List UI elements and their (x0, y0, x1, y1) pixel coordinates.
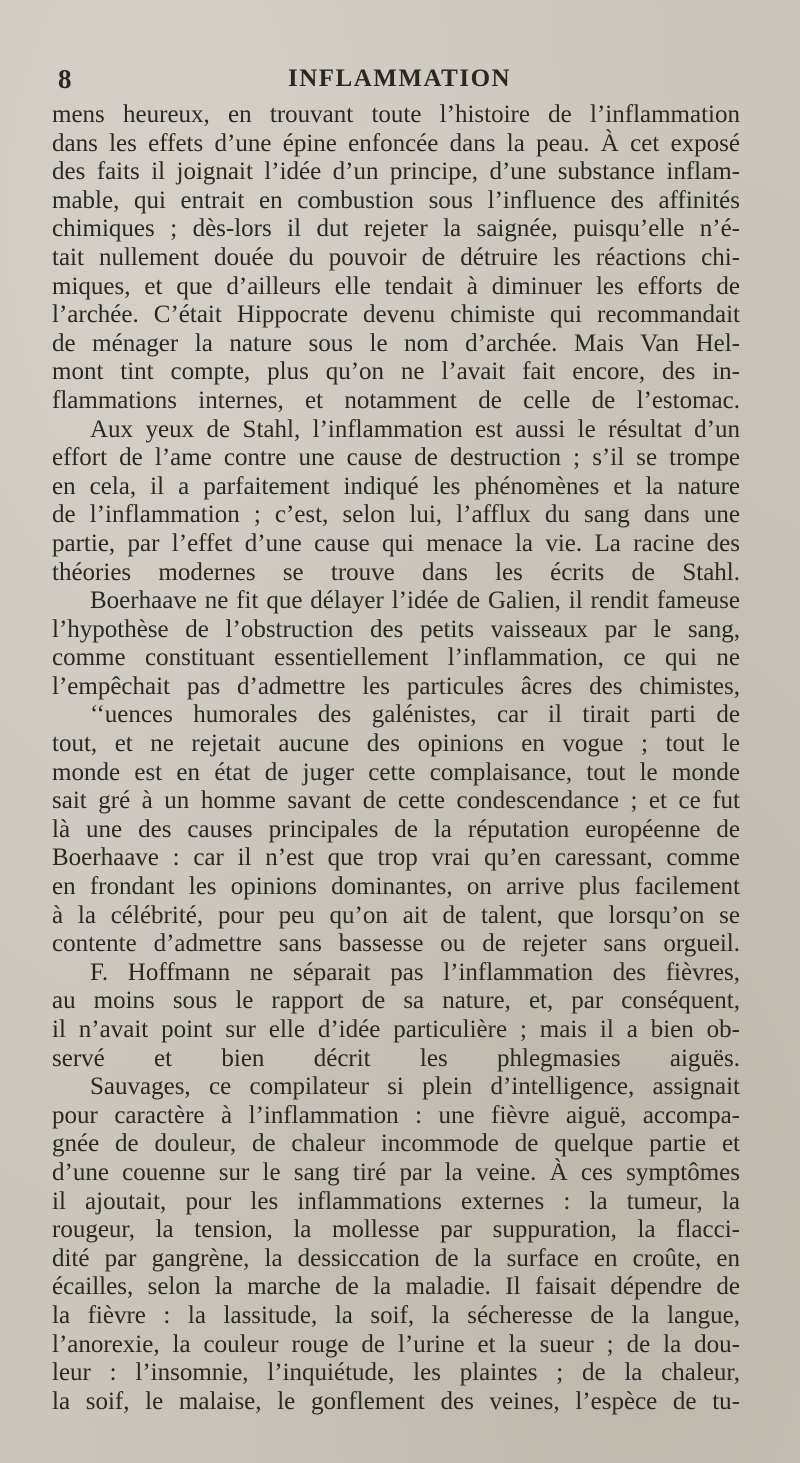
text-line: la soif, le malaise, le gonflement des veines, l’espèce de tu- (52, 1387, 740, 1415)
text-line: de l’inflammation ; c’est, selon lui, l’afflux du sang dans une (52, 501, 740, 529)
text-line: l’archée. C’était Hippocrate devenu chimiste qui recommandait (52, 301, 740, 329)
paragraph-first-line: F. Hoffmann ne séparait pas l’inflammation des fièvres, (90, 958, 740, 986)
text-line: sait gré à un homme savant de cette condescendance ; et ce fut (52, 787, 740, 815)
text-line: mens heureux, en trouvant toute l’histoire de l’inflammation (52, 101, 740, 128)
text-line: miques, et que d’ailleurs elle tendait à diminuer les efforts de (52, 272, 740, 300)
text-line: à la célébrité, pour peu qu’on ait de talent, que lorsqu’on se (52, 901, 740, 929)
text-line: il ajoutait, pour les inflammations externes : la tumeur, la (52, 1187, 740, 1215)
text-line: servé et bien décrit les phlegmasies aiguës. (52, 1044, 740, 1072)
text-line: comme constituant essentiellement l’inflammation, ce qui ne (52, 644, 740, 672)
text-line: des faits il joignait l’idée d’un principe, d’une substance inflam- (52, 158, 740, 186)
text-line: tait nullement douée du pouvoir de détruire les réactions chi- (52, 243, 740, 271)
text-line: partie, par l’effet d’une cause qui menace la vie. La racine des (52, 529, 740, 557)
page-number: 8 (58, 64, 72, 94)
text-line: l’hypothèse de l’obstruction des petits vaisseaux par le sang, (52, 615, 740, 643)
text-line: leur : l’insomnie, l’inquiétude, les plaintes ; de la chaleur, (52, 1359, 740, 1387)
paragraph-first-line: Sauvages, ce compilateur si plein d’intelligence, assignait (90, 1073, 740, 1101)
text-line: la fièvre : la lassitude, la soif, la sécheresse de la langue, (52, 1301, 740, 1329)
text-line: gnée de douleur, de chaleur incommode de quelque partie et (52, 1130, 740, 1158)
text-line: il n’avait point sur elle d’idée particulière ; mais il a bien ob- (52, 1016, 740, 1043)
text-line: dité par gangrène, la dessiccation de la surface en croûte, en (52, 1244, 740, 1272)
paragraph-first-line: ‘‘uences humorales des galénistes, car il tirait parti de (90, 701, 740, 729)
text-line: monde est en état de juger cette complaisance, tout le monde (52, 758, 740, 786)
text-line: là une des causes principales de la réputation européenne de (52, 815, 740, 843)
page-header (58, 62, 718, 96)
text-line: l’anorexie, la couleur rouge de l’urine et la sueur ; de la dou- (52, 1330, 740, 1358)
text-line: effort de l’ame contre une cause de destruction ; s’il se trompe (52, 444, 740, 472)
text-line: tout, et ne rejetait aucune des opinions en vogue ; tout le (52, 730, 740, 758)
text-line: dans les effets d’une épine enfoncée dans la peau. À cet exposé (52, 129, 740, 157)
text-line: théories modernes se trouve dans les écrits de Stahl. (52, 558, 740, 586)
paragraph-first-line: Aux yeux de Stahl, l’inflammation est aussi le résultat d’un (90, 415, 740, 443)
text-line: mont tint compte, plus qu’on ne l’avait fait encore, des in- (52, 358, 740, 386)
text-line: au moins sous le rapport de sa nature, et, par conséquent, (52, 987, 740, 1015)
paragraph-first-line: Boerhaave ne fit que délayer l’idée de Galien, il rendit fameuse (90, 587, 740, 615)
text-line: d’une couenne sur le sang tiré par la veine. À ces symptômes (52, 1158, 740, 1186)
text-line: en cela, il a parfaitement indiqué les phénomènes et la nature (52, 472, 740, 500)
text-line: en frondant les opinions dominantes, on arrive plus facilement (52, 873, 740, 901)
text-line: flammations internes, et notamment de celle de l’estomac. (52, 386, 740, 414)
text-line: écailles, selon la marche de la maladie. Il faisait dépendre de (52, 1273, 740, 1301)
text-line: chimiques ; dès-lors il dut rejeter la saignée, puisqu’elle n’é- (52, 215, 740, 243)
text-line: l’empêchait pas d’admettre les particules âcres des chimistes, (52, 672, 740, 700)
body-text (52, 101, 740, 1416)
text-line: mable, qui entrait en combustion sous l’influence des affinités (52, 186, 740, 214)
text-line: de ménager la nature sous le nom d’archée. Mais Van Hel- (52, 329, 740, 357)
running-title: INFLAMMATION (288, 65, 512, 92)
text-line: contente d’admettre sans bassesse ou de rejeter sans orgueil. (52, 930, 740, 958)
text-line: Boerhaave : car il n’est que trop vrai qu’en caressant, comme (52, 844, 740, 872)
text-line: pour caractère à l’inflammation : une fièvre aiguë, accompa- (52, 1101, 740, 1129)
text-line: rougeur, la tension, la mollesse par suppuration, la flacci- (52, 1216, 740, 1244)
